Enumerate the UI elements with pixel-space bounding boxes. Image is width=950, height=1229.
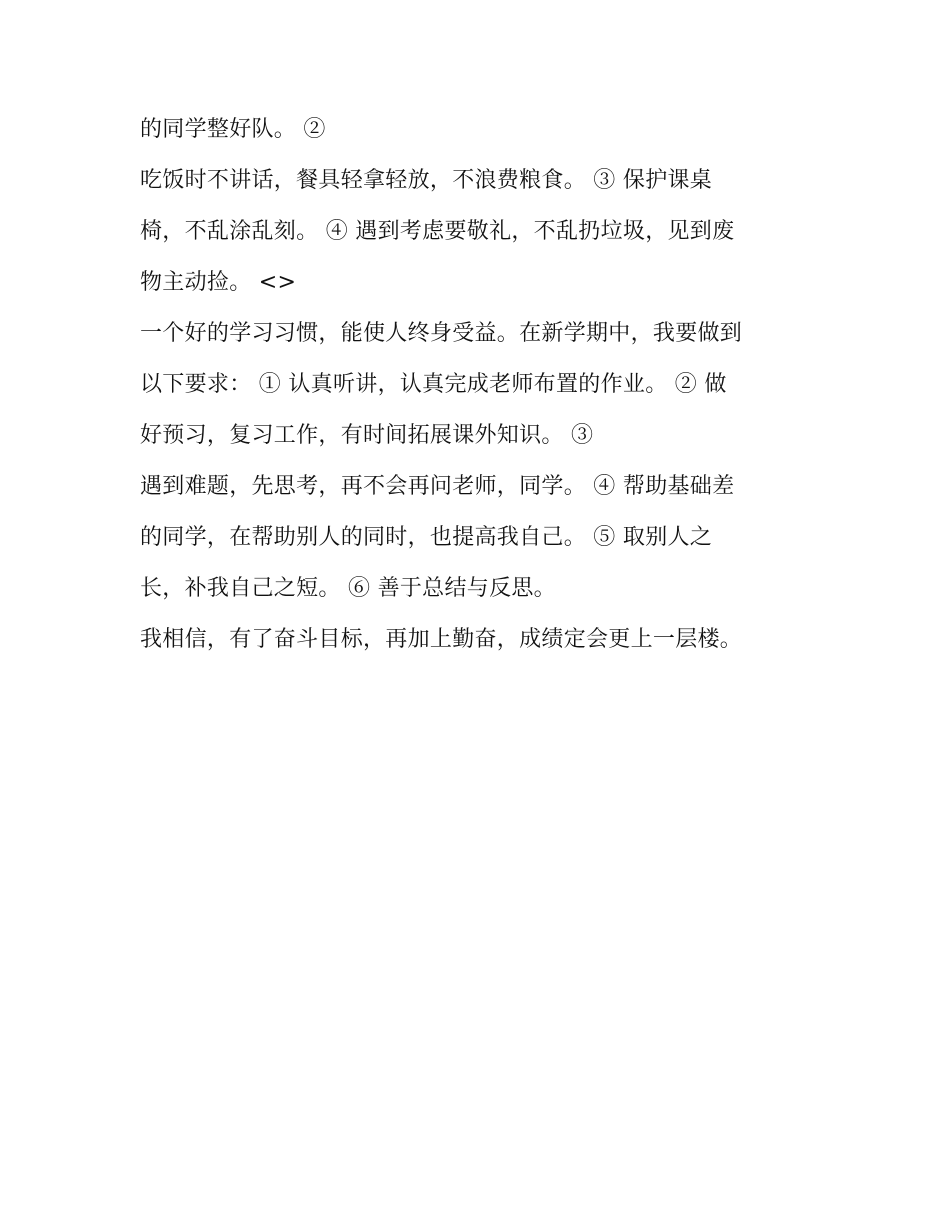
text-line: 吃饭时不讲话，餐具轻拿轻放，不浪费粮食。 ③ 保护课桌 [140, 168, 713, 193]
text-line: 的同学，在帮助别人的同时，也提高我自己。 ⑤ 取别人之 [140, 525, 713, 550]
text-line: 长，补我自己之短。 ⑥ 善于总结与反思。 [140, 576, 556, 601]
document-body [140, 108, 840, 669]
text-line: 物主动捡。 <> [140, 270, 297, 295]
text-line: 椅，不乱涂乱刻。 ④ 遇到考虑要敬礼，不乱扔垃圾，见到废 [140, 219, 735, 244]
text-line: 以下要求： ① 认真听讲，认真完成老师布置的作业。 ② 做 [140, 372, 727, 397]
text-line: 的同学整好队。 ② [140, 117, 326, 142]
text-line: 一个好的学习习惯，能使人终身受益。在新学期中，我要做到 [140, 321, 743, 346]
text-line: 我相信，有了奋斗目标，再加上勤奋，成绩定会更上一层楼。 [140, 627, 743, 652]
text-line: 遇到难题，先思考，再不会再问老师，同学。 ④ 帮助基础差 [140, 474, 735, 499]
text-line: 好预习，复习工作，有时间拓展课外知识。 ③ [140, 423, 594, 448]
